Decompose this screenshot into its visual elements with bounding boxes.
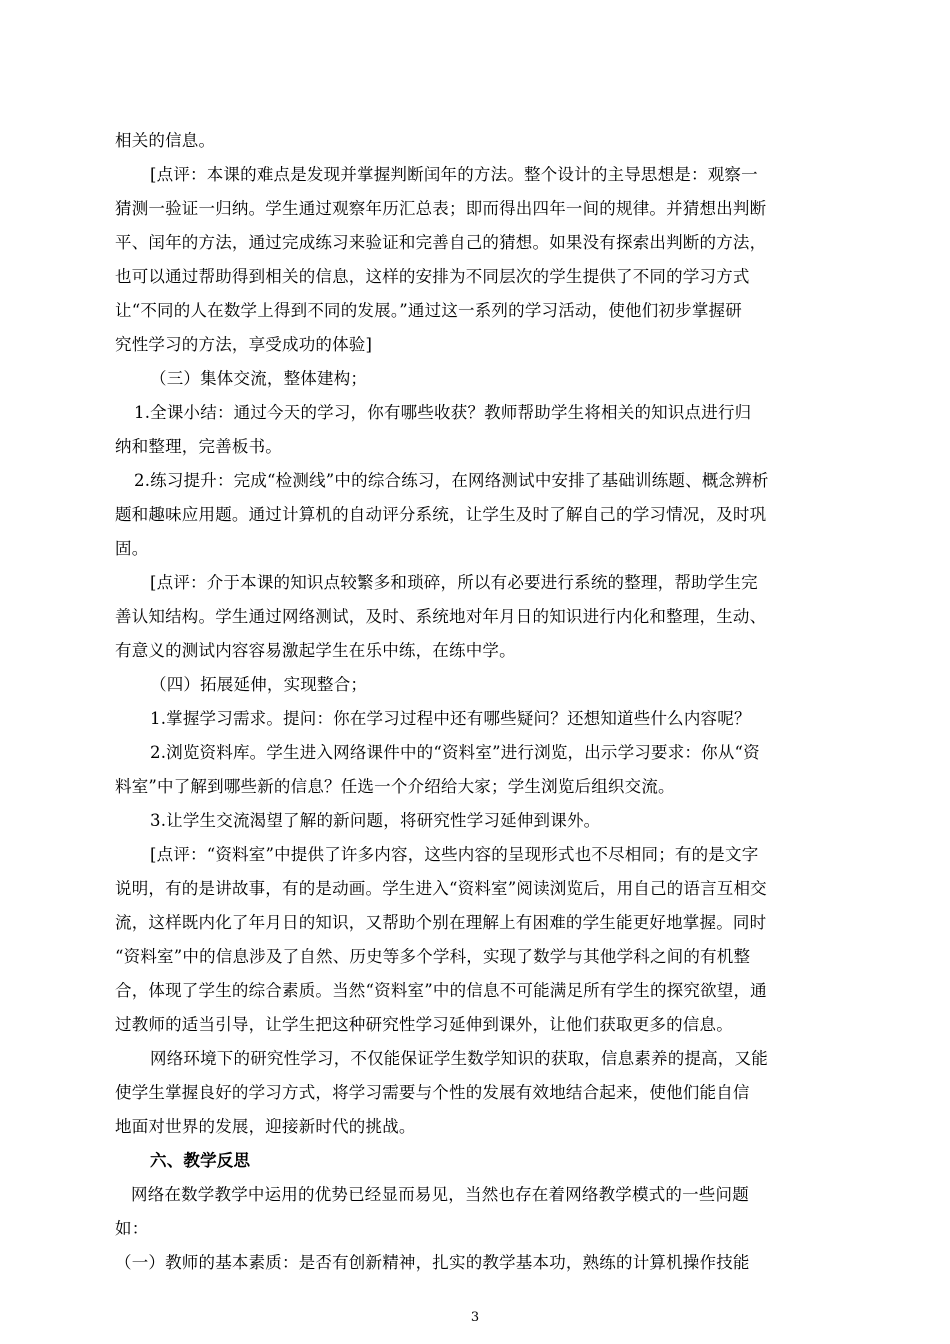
commentary-line: 也可以通过帮助得到相关的信息，这样的安排为不同层次的学生提供了不同的学习方式 — [115, 267, 750, 286]
section-heading: （四）拓展延伸，实现整合； — [150, 675, 368, 694]
paragraph-line: 使学生掌握良好的学习方式，将学习需要与个性的发展有效地结合起来，使他们能自信 — [115, 1083, 750, 1102]
commentary-line: 说明，有的是讲故事，有的是动画。学生进入“资料室”阅读浏览后，用自己的语言互相交 — [115, 879, 767, 898]
list-item: 1.掌握学习需求。提问：你在学习过程中还有哪些疑问？还想知道些什么内容呢？ — [150, 709, 751, 728]
commentary-line: 猜测一验证一归纳。学生通过观察年历汇总表；即而得出四年一间的规律。并猜想出判断 — [115, 199, 767, 218]
paragraph-line: （一）教师的基本素质：是否有创新精神，扎实的教学基本功，熟练的计算机操作技能 — [115, 1253, 750, 1272]
commentary-line: 过教师的适当引导，让学生把这种研究性学习延伸到课外，让他们获取更多的信息。 — [115, 1015, 733, 1034]
commentary-line: 究性学习的方法，享受成功的体验] — [115, 335, 373, 354]
commentary-line: 合，体现了学生的综合素质。当然“资料室”中的信息不可能满足所有学生的探究欲望，通 — [115, 981, 767, 1000]
list-item: 2.练习提升：完成“检测线”中的综合练习，在网络测试中安排了基础训练题、概念辨析 — [134, 471, 769, 490]
list-item: 纳和整理，完善板书。 — [115, 437, 282, 456]
list-item: 料室”中了解到哪些新的信息？任选一个介绍给大家；学生浏览后组织交流。 — [115, 777, 675, 796]
paragraph-line: 如： — [115, 1219, 149, 1238]
page-number: 3 — [470, 1310, 480, 1325]
list-item: 题和趣味应用题。通过计算机的自动评分系统，让学生及时了解自己的学习情况，及时巩 — [115, 505, 767, 524]
list-item: 1.全课小结：通过今天的学习，你有哪些收获？教师帮助学生将相关的知识点进行归 — [134, 403, 752, 422]
commentary-line: 善认知结构。学生通过网络测试，及时、系统地对年月日的知识进行内化和整理，生动、 — [115, 607, 767, 626]
section-heading: （三）集体交流，整体建构； — [150, 369, 368, 388]
list-item: 3.让学生交流渴望了解的新问题，将研究性学习延伸到课外。 — [150, 811, 601, 830]
section-title: 六、教学反思 — [150, 1151, 251, 1170]
commentary-line: 流，这样既内化了年月日的知识，又帮助个别在理解上有困难的学生能更好地掌握。同时 — [115, 913, 767, 932]
commentary-line: [点评：“资料室”中提供了许多内容，这些内容的呈现形式也不尽相同；有的是文字 — [150, 845, 759, 864]
commentary-line: [点评：介于本课的知识点较繁多和琐碎，所以有必要进行系统的整理，帮助学生完 — [150, 573, 758, 592]
commentary-line: 让“不同的人在数学上得到不同的发展。”通过这一系列的学习活动，使他们初步掌握研 — [115, 301, 742, 320]
paragraph-line: 网络在数学教学中运用的优势已经显而易见，当然也存在着网络教学模式的一些问题 — [131, 1185, 749, 1204]
commentary-line: 有意义的测试内容容易激起学生在乐中练，在练中学。 — [115, 641, 516, 660]
list-item: 2.浏览资料库。学生进入网络课件中的“资料室”进行浏览，出示学习要求：你从“资 — [150, 743, 760, 762]
commentary-line: [点评：本课的难点是发现并掌握判断闰年的方法。整个设计的主导思想是：观察一 — [150, 165, 758, 184]
paragraph-line: 网络环境下的研究性学习，不仅能保证学生数学知识的获取，信息素养的提高，又能 — [150, 1049, 768, 1068]
list-item: 固。 — [115, 539, 149, 558]
paragraph-line: 地面对世界的发展，迎接新时代的挑战。 — [115, 1117, 416, 1136]
commentary-line: 平、闰年的方法，通过完成练习来验证和完善自己的猜想。如果没有探索出判断的方法， — [115, 233, 767, 252]
commentary-line: “资料室”中的信息涉及了自然、历史等多个学科，实现了数学与其他学科之间的有机整 — [115, 947, 751, 966]
text-line: 相关的信息。 — [115, 131, 216, 150]
